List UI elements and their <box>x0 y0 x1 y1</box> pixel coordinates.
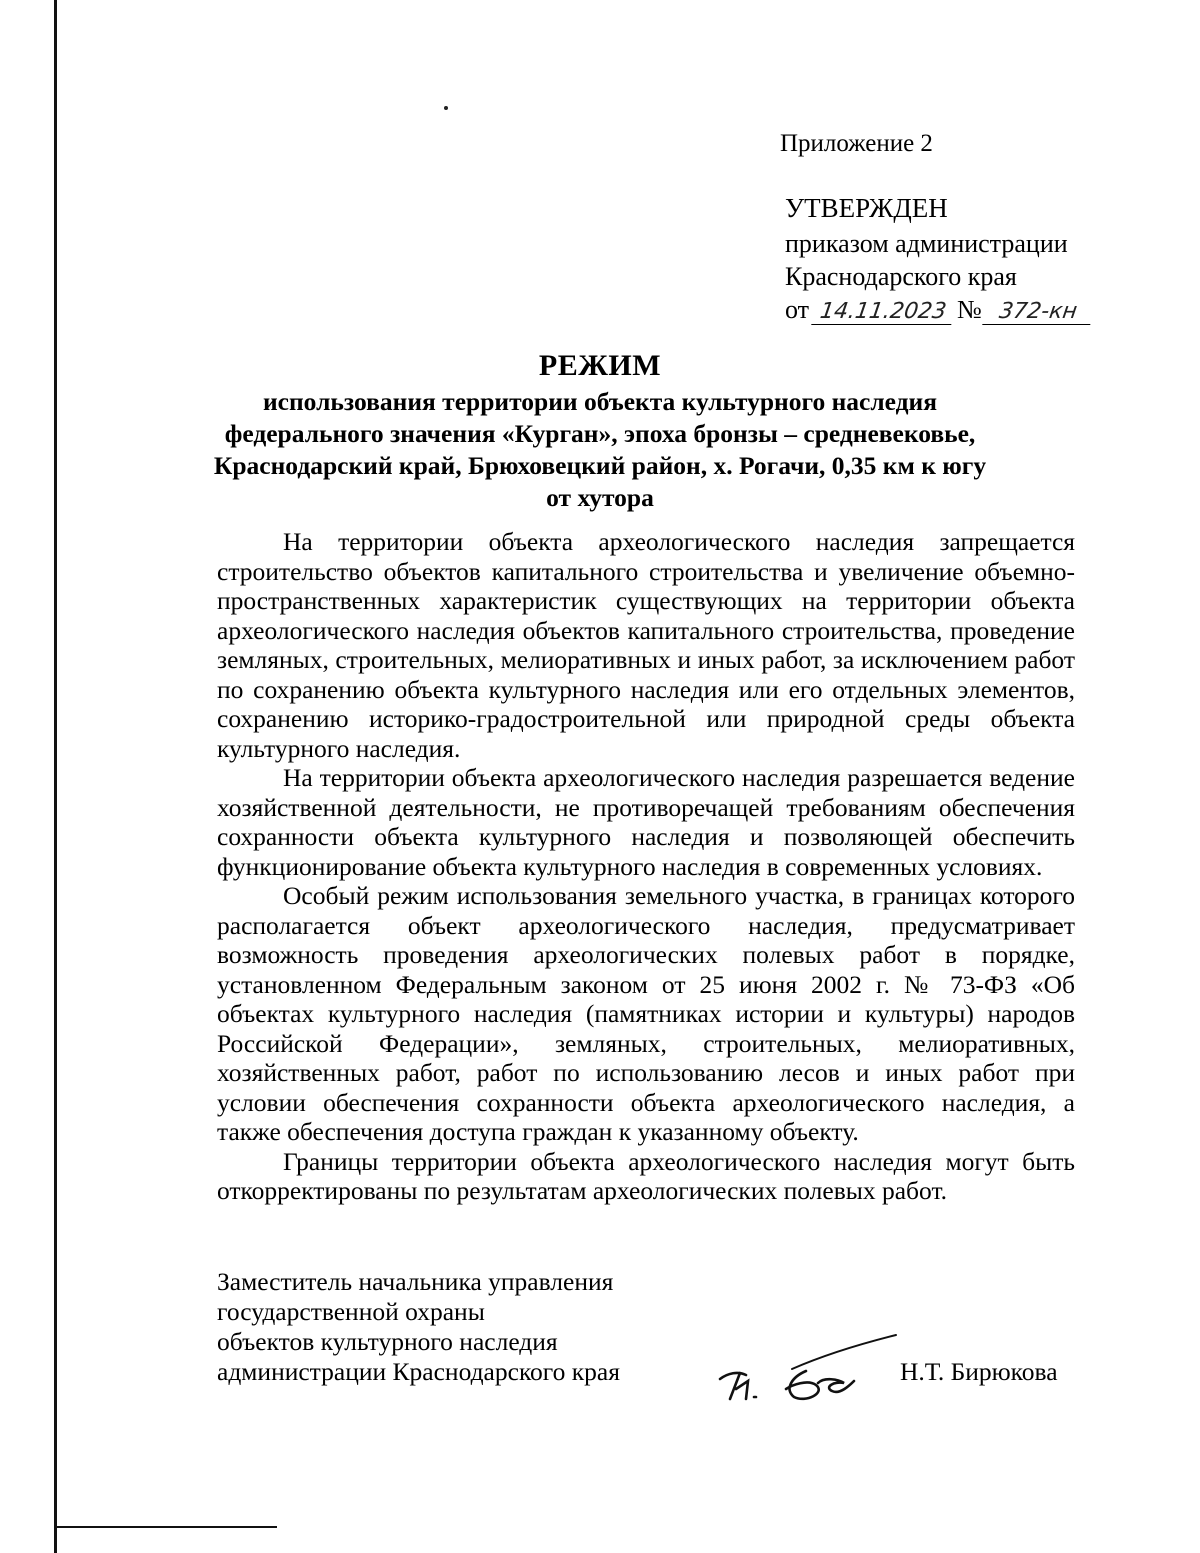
body-paragraph-3: Особый режим использования земельного участка, в границах которого располагается объект археологического наследия, предусматривает возможность проведения археологических полевых работ в порядке, установленном Федеральным законом от 25 июня 2002 г. № 73-ФЗ «Об объектах культурного наследия (памятниках истории и культуры) народов Российской Федерации», земляных, строительных, мелиоративных, хозяйственных работ, работ по использованию лесов и иных работ при условии обеспечения сохранности объекта археологического наследия, а также обеспечения доступа граждан к указанному объекту. <box>217 881 1075 1146</box>
position-line-2: государственной охраны <box>217 1297 485 1326</box>
signatory-name: Н.Т. Бирюкова <box>900 1357 1058 1386</box>
scan-speck <box>444 106 448 110</box>
handwritten-number: 372-кн <box>982 300 1094 325</box>
date-prefix: от <box>785 295 810 324</box>
approved-by-line1: приказом администрации <box>785 229 1068 258</box>
approved-by-line2: Краснодарского края <box>785 262 1017 291</box>
position-line-1: Заместитель начальника управления <box>217 1267 614 1296</box>
approved-heading: УТВЕРЖДЕН <box>785 193 948 223</box>
handwritten-signature <box>714 1327 904 1407</box>
number-prefix: № <box>957 295 982 324</box>
handwritten-date: 14.11.2023 <box>811 300 955 325</box>
document-body <box>217 527 1075 1206</box>
signature-block <box>217 1267 1097 1387</box>
body-paragraph-1: На территории объекта археологического наследия запрещается строительство объектов капитального строительства и увеличение объемно-пространственных характеристик существующих на территории объекта археологического наследия объектов капитального строительства, проведение земляных, строительных, мелиоративных и иных работ, за исключением работ по сохранению объекта культурного наследия или его отдельных элементов, сохранению историко-градостроительной или природной среды объекта культурного наследия. <box>217 527 1075 763</box>
footer-rule <box>55 1526 277 1528</box>
title-main: РЕЖИМ <box>538 349 662 382</box>
approval-block <box>785 192 1092 326</box>
document-title <box>200 348 1000 514</box>
body-paragraph-2: На территории объекта археологического наследия разрешается ведение хозяйственной деятельности, не противоречащей требованиям обеспечения сохранности объекта культурного наследия и позволяющей обеспечить функционирование объекта культурного наследия в современных условиях. <box>217 763 1075 881</box>
position-line-4: администрации Краснодарского края <box>217 1357 620 1386</box>
position-line-3: объектов культурного наследия <box>217 1327 558 1356</box>
body-paragraph-4: Границы территории объекта археологического наследия могут быть откорректированы по результатам археологических полевых работ. <box>217 1146 1075 1205</box>
title-subtitle: использования территории объекта культурного наследия федерального значения «Курган», эпоха бронзы – средневековье, Краснодарский край, Брюховецкий район, х. Рогачи, 0,35 км к югу от хутора <box>213 387 987 512</box>
page-edge-line <box>54 0 57 1553</box>
order-reference <box>785 293 1092 326</box>
appendix-label: Приложение 2 <box>780 130 933 157</box>
